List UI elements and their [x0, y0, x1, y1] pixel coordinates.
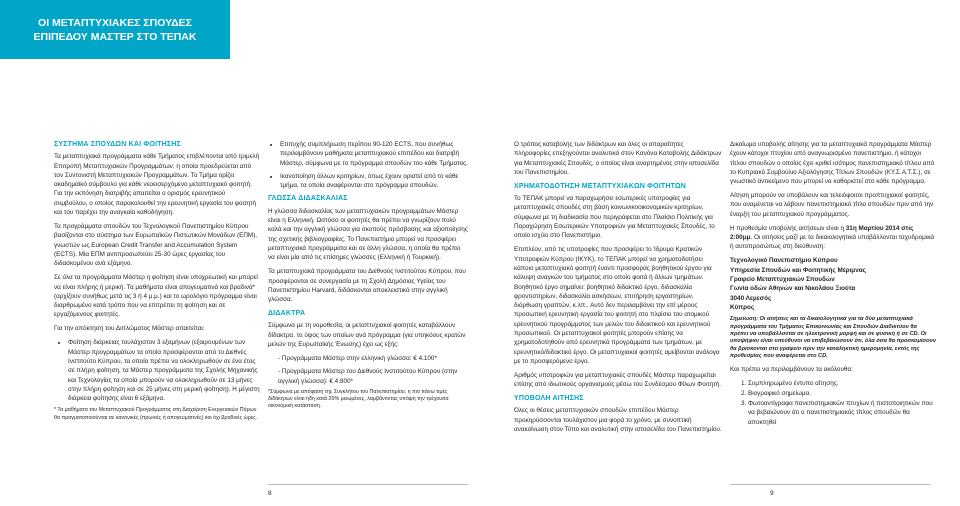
page-number-left: 8	[268, 490, 272, 497]
requirements-list-cont	[268, 140, 468, 190]
fees-footnote: *Σύμφωνα με απόφαση της Συγκλήτου του Πανεπιστημίου, η πιο πάνω τιμές διδάκτρων είναι ήδη κατά 20% μειωμένες, λαμβάνοντας υπόψη την τρέχουσα οικονομική κατάσταση.	[268, 388, 449, 410]
fee-item: - Προγράμματα Μάστερ του Διεθνούς Ινστιτούτου Κύπρου (στην αγγλική γλώσσα): € 4.800*	[278, 368, 458, 385]
paragraph: Δικαίωμα υποβολής αίτησης για τα μεταπτυχιακά προγράμματα Μάστερ έχουν κάτοχοι πτυχίου από αναγνωρισμένο πανεπιστήμιο, ή κάτοχοι τίτλου σπουδών ο οποίος έχει κριθεί ισότιμος πανεπιστημιακό τίτλου από το Κυπριακό Συμβούλιο Αξιολόγησης Τίτλων Σπουδών (ΚΥ.Σ.Α.Τ.Σ.), σε γνωστικό αντικείμενο που μπορεί να καθοριστεί στο κάθε πρόγραμμα.	[730, 141, 935, 186]
title-banner	[0, 0, 230, 59]
paragraph: Η γλώσσα διδασκαλίας των μεταπτυχιακών προγραμμάτων Μάστερ είναι η Ελληνική. Ωστόσο οι φοιτητές θα πρέπει να γνωρίζουν πολύ καλά και την αγγλική γλώσσα για σκοπούς πρόσβασης και αξιοποίησης της σχετικής βιβλιογραφίας. Το Πανεπιστήμιο μπορεί να προσφέρει μεταπτυχιακά προγράμματα και σε άλλη γλώσσα, η οποία θα πρέπει να είναι μία από τις επίσημες γλώσσες (Ελληνική ή Τουρκική).	[268, 207, 468, 262]
address-line: Κύπρος	[730, 303, 755, 311]
application-note: Σημείωση: Οι αιτήσεις και τα δικαιολογητικά για τα δύο μεταπτυχιακά προγράμματα του Τμήματος Επικοινωνίας και Σπουδών Διαδικτύου θα πρέπει να υποβάλλονται σε ηλεκτρονική μορφή και σε φυσική ή σε CD. Οι υποψήφιοι είναι υπεύθυνοι να επιβεβαιώσουν ότι, όλα όσα θα προσκομίσουν θα βρίσκονται στο γραφείο πριν την καταληκτική ημερομηνία, εντός της προθεσμίας που αναφέρεται στο CD.	[730, 316, 936, 360]
fee-item: - Προγράμματα Μάστερ στην ελληνική γλώσσα: € 4.100*	[278, 355, 437, 362]
paragraph: Αριθμός υποτροφιών για μεταπτυχιακές σπουδές Μάστερ παραχωρείται επίσης από ιδιωτικούς οργανισμούς μέσω του Συνδέσμου Φίλων Φοιτητή.	[514, 371, 722, 389]
column-1	[54, 140, 260, 422]
paragraph: Τα μεταπτυχιακά προγράμματα του Διεθνούς Ινστιτούτου Κύπρου, που προσφέρονται σε συνεργασία με τη Σχολή Δημόσιας Υγείας του Πανεπιστημίου Harvard, διδάσκονται αποκλειστικά στην αγγλική γλώσσα.	[268, 268, 466, 304]
paragraph: Όλες οι θέσεις μεταπτυχιακών σπουδών επιπέδου Μάστερ προκηρύσσονται τουλάχιστον μια φορά το χρόνο, με συνοπτική ανακοίνωση στον Τύπο και αναλυτική στην ιστοσελίδα του Πανεπιστημίου.	[514, 407, 722, 434]
documents-list	[730, 379, 936, 427]
address-line: 3040 Λεμεσός	[730, 294, 772, 302]
paragraph: Επιπλέον, από τις υποτροφίες που προσφέρει το Ίδρυμα Κρατικών Υποτροφιών Κύπρου (ΙΚΥΚ), το ΤΕΠΑΚ μπορεί να χρηματοδοτήσει κάποιο μεταπτυχιακό φοιτητή έναντι προσφοράς βοηθητικού έργου για κάλυψη αναγκών του τμήματος στο οποίο φοιτά ή άλλων τμημάτων. Βοηθητικό έργο σημαίνει: βοηθητικό διδακτικό έργο, διδασκαλία φροντιστηρίων, διδασκαλία ασκήσεων, επιτήρηση εργαστηρίων, διόρθωση γραπτών, κ.λπ.. Αυτό δεν περιλαμβάνει την επί μέρους προσωπική ερευνητική εργασία του φοιτητή στο πλαίσιο του ατομικού ερευνητικού προγράμματος των μελών του διδακτικού και ερευνητικού προσωπικού. Οι μεταπτυχιακοί φοιτητές μπορούν επίσης να χρηματοδοτηθούν από ερευνητικά προγράμματα των τμημάτων, με ερευνητικό/διδακτικό έργο. Οι μεταπτυχιακοί φοιτητές αμείβονται ανάλογα με το προσφερόμενο έργο.	[514, 246, 720, 365]
address-line: Γραφείο Μεταπτυχιακών Σπουδών	[730, 275, 835, 283]
paragraph: Ο τρόπος καταβολής των διδάκτρων και όλες οι απαραίτητες πληροφορίες επεξηγούνται αναλυτικά στον Κανόνα Καταβολής Διδάκτρων για Μεταπτυχιακές Σπουδές, ο οποίος είναι αναρτημένος στην ιστοσελίδα του Πανεπιστημίου.	[514, 141, 722, 176]
address-line: Τεχνολογικό Πανεπιστήμιο Κύπρου	[730, 257, 838, 265]
paragraph: Τα προγράμματα σπουδών του Τεχνολογικού Πανεπιστημίου Κύπρου βασίζονται στο σύστημα των Ευρωπαϊκών Πιστωτικών Μονάδων (ΕΠΜ), γνωστών ως European Credit Transfer and Accumulation System (ECTS). Μία ΕΠΜ αντιπροσωπεύει 25-30 ώρες εργασίας του διδασκομένου ανά εξάμηνο.	[54, 223, 258, 268]
deadline-paragraph	[730, 224, 936, 252]
list-item: • Φοίτηση διάρκειας τουλάχιστον 3 εξαμήνων (εξαιρουμένων των Μάστερ προγραμμάτων τα οποία προσφέρονται από το Διεθνές Ινστιτούτο Κύπρου, τα οποία πρέπει να ολοκληρωθούν σε ένα έτος σε πλήρη φοίτηση, τα Μάστερ προγράμματα της Σχολής Μηχανικής και Τεχνολογίας τα οποία μπορούν να ολοκληρωθούν σε 13 μήνες στην πλήρη φοίτηση και σε 25 μήνες στη μερική φοίτηση). Η μέγιστη διάρκεια φοίτησης είναι 6 εξάμηνα.	[68, 338, 260, 403]
deadline-text: Η προθεσμία υποβολής αιτήσεων είναι η	[730, 224, 846, 232]
paragraph: Αίτηση μπορούν να υποβάλουν και τελειόφοιτοι προπτυχιακοί φοιτητές, που αναμένεται να λάβουν πανεπιστημιακό τίτλο σπουδών πριν από την έναρξη του μεταπτυχιακού προγράμματος.	[730, 192, 934, 218]
list-item: 2. Βιογραφικό σημείωμα.	[748, 389, 936, 398]
heading-funding: ΧΡΗΜΑΤΟΔΟΤΗΣΗ ΜΕΤΑΠΤΥΧΙΑΚΩΝ ΦΟΙΤΗΤΩΝ	[514, 182, 687, 190]
deadline-text-end: . Οι αιτήσεις μαζί με τα δικαιολογητικά υποβάλλονται ταχυδρομικά ή αυτοπροσώπως στη διεύθυνση:	[730, 234, 935, 251]
paragraph: Σύμφωνα με τη νομοθεσία, οι μεταπτυχιακοί φοιτητές καταβάλλουν δίδακτρα, το ύψος των οποίων ανά πρόγραμμα (για υπηκόους κρατών μελών της Ευρωπαϊκής Ένωσης) έχει ως εξής:	[268, 322, 466, 349]
paragraph: Τα μεταπτυχιακά προγράμματα κάθε Τμήματος επιβλέπονται από τριμελή Επιτροπή Μεταπτυχιακών Προγραμμάτων, η οποία προεδρεύεται από τον Συντονιστή Μεταπτυχιακών Προγραμμάτων. Το Τμήμα ορίζει ακαδημαϊκό σύμβουλο για κάθε νεοεισερχόμενο μεταπτυχιακό φοιτητή. Για την εκπόνηση διατριβής απαιτείται ο ορισμός ερευνητικού συμβούλου, ο οποίος παρακολουθεί την ερευνητική εργασία του φοιτητή και του παρέχει την αναγκαία καθοδήγηση.	[54, 153, 260, 217]
footer-rule-left	[268, 484, 468, 485]
column-2	[268, 140, 468, 411]
heading-study-system: ΣΥΣΤΗΜΑ ΣΠΟΥΔΩΝ ΚΑΙ ΦΟΙΤΗΣΗΣ	[54, 141, 181, 148]
list-item: 1. Συμπληρωμένο έντυπο αίτησης.	[748, 379, 936, 388]
footnote: * Τα μαθήματα του Μεταπτυχιακού Προγράμματος στη Διαχείριση Ενεργειακών Πόρων θα πραγματοποιούνται σε κανονικές (πρωινές ή απογευματινές) και όχι βραδινές ώρες.	[54, 407, 258, 421]
banner-line-1: ΟΙ ΜΕΤΑΠΤΥΧΙΑΚΕΣ ΣΠΟΥΔΕΣ	[38, 16, 192, 29]
banner-line-2: ΕΠΙΠΕΔΟΥ ΜΑΣΤΕΡ ΣΤΟ ΤΕΠΑΚ	[33, 30, 197, 43]
paragraph: Και πρέπει να περιλαμβάνουν τα ακόλουθα:	[730, 365, 853, 373]
heading-language: ΓΛΩΣΣΑ ΔΙΔΑΣΚΑΛΙΑΣ	[268, 195, 348, 203]
column-4	[730, 140, 936, 428]
address-line: Υπηρεσία Σπουδών και Φοιτητικής Μέριμνας	[730, 266, 866, 274]
requirements-list	[54, 338, 260, 403]
column-3	[514, 140, 722, 439]
address-line: Γωνία οδών Αθηνών και Νικολάου Ξιούτα	[730, 285, 856, 293]
list-item: • Επιτυχής συμπλήρωση περίπου 90-120 ECTS, που συνήθως περιλαμβάνουν μαθήματα μεταπτυχιακού επιπέδου και διατριβή Μάστερ, σύμφωνα με το πρόγραμμα σπουδών του κάθε Τμήματος.	[280, 140, 468, 168]
deadline-date: 31η Μαρτίου 2014 στις 2:00μμ	[730, 224, 914, 242]
heading-application: ΥΠΟΒΟΛΗ ΑΙΤΗΣΗΣ	[514, 395, 584, 403]
footer-rule-right	[730, 484, 930, 485]
list-item: • Ικανοποίηση άλλων κριτηρίων, όπως έχουν οριστεί από το κάθε τμήμα, τα οποία αναφέρονται στο πρόγραμμα σπουδών.	[280, 172, 468, 191]
page-number-right: 9	[770, 490, 774, 497]
heading-fees: ΔΙΔΑΚΤΡΑ	[268, 310, 306, 318]
paragraph: Για την απόκτηση του Διπλώματος Μάστερ απαιτείται:	[54, 325, 205, 333]
list-item: 3. Φωτοαντίγραφα πανεπιστημιακών πτυχίων ή πιστοποιητικών που να βεβαιώνουν ότι ο πανεπιστημιακός τίτλος σπουδών θα αποκτηθεί	[748, 399, 936, 427]
paragraph: Το ΤΕΠΑΚ μπορεί να παραχωρήσει εσωτερικές υποτροφίες για μεταπτυχιακές σπουδές στη βάση κοινωνικοοικονομικών κριτηρίων, σύμφωνα με τη διαδικασία που περιγράφεται στο Πλαίσιο Πολιτικής για Παραχώρηση Εσωτερικών Υποτροφιών για Μεταπτυχιακές Σπουδές, το οποίο ισχύει στο Πανεπιστήμιο.	[514, 195, 715, 240]
paragraph: Σε όλα τα προγράμματα Μάστερ η φοίτηση είναι υποχρεωτική και μπορεί να είναι πλήρης ή μερική. Τα μαθήματα είναι απογευματινά και βραδινά* (αρχίζουν συνήθως μετά τις 3 ή 4 μ.μ.) και το ωρολόγιο πρόγραμμα είναι διαρθρωμένο κατά τρόπο που να επιτρέπει τη φοίτηση και σε εργαζόμενους φοιτητές.	[54, 274, 258, 319]
fees-list	[268, 354, 468, 386]
